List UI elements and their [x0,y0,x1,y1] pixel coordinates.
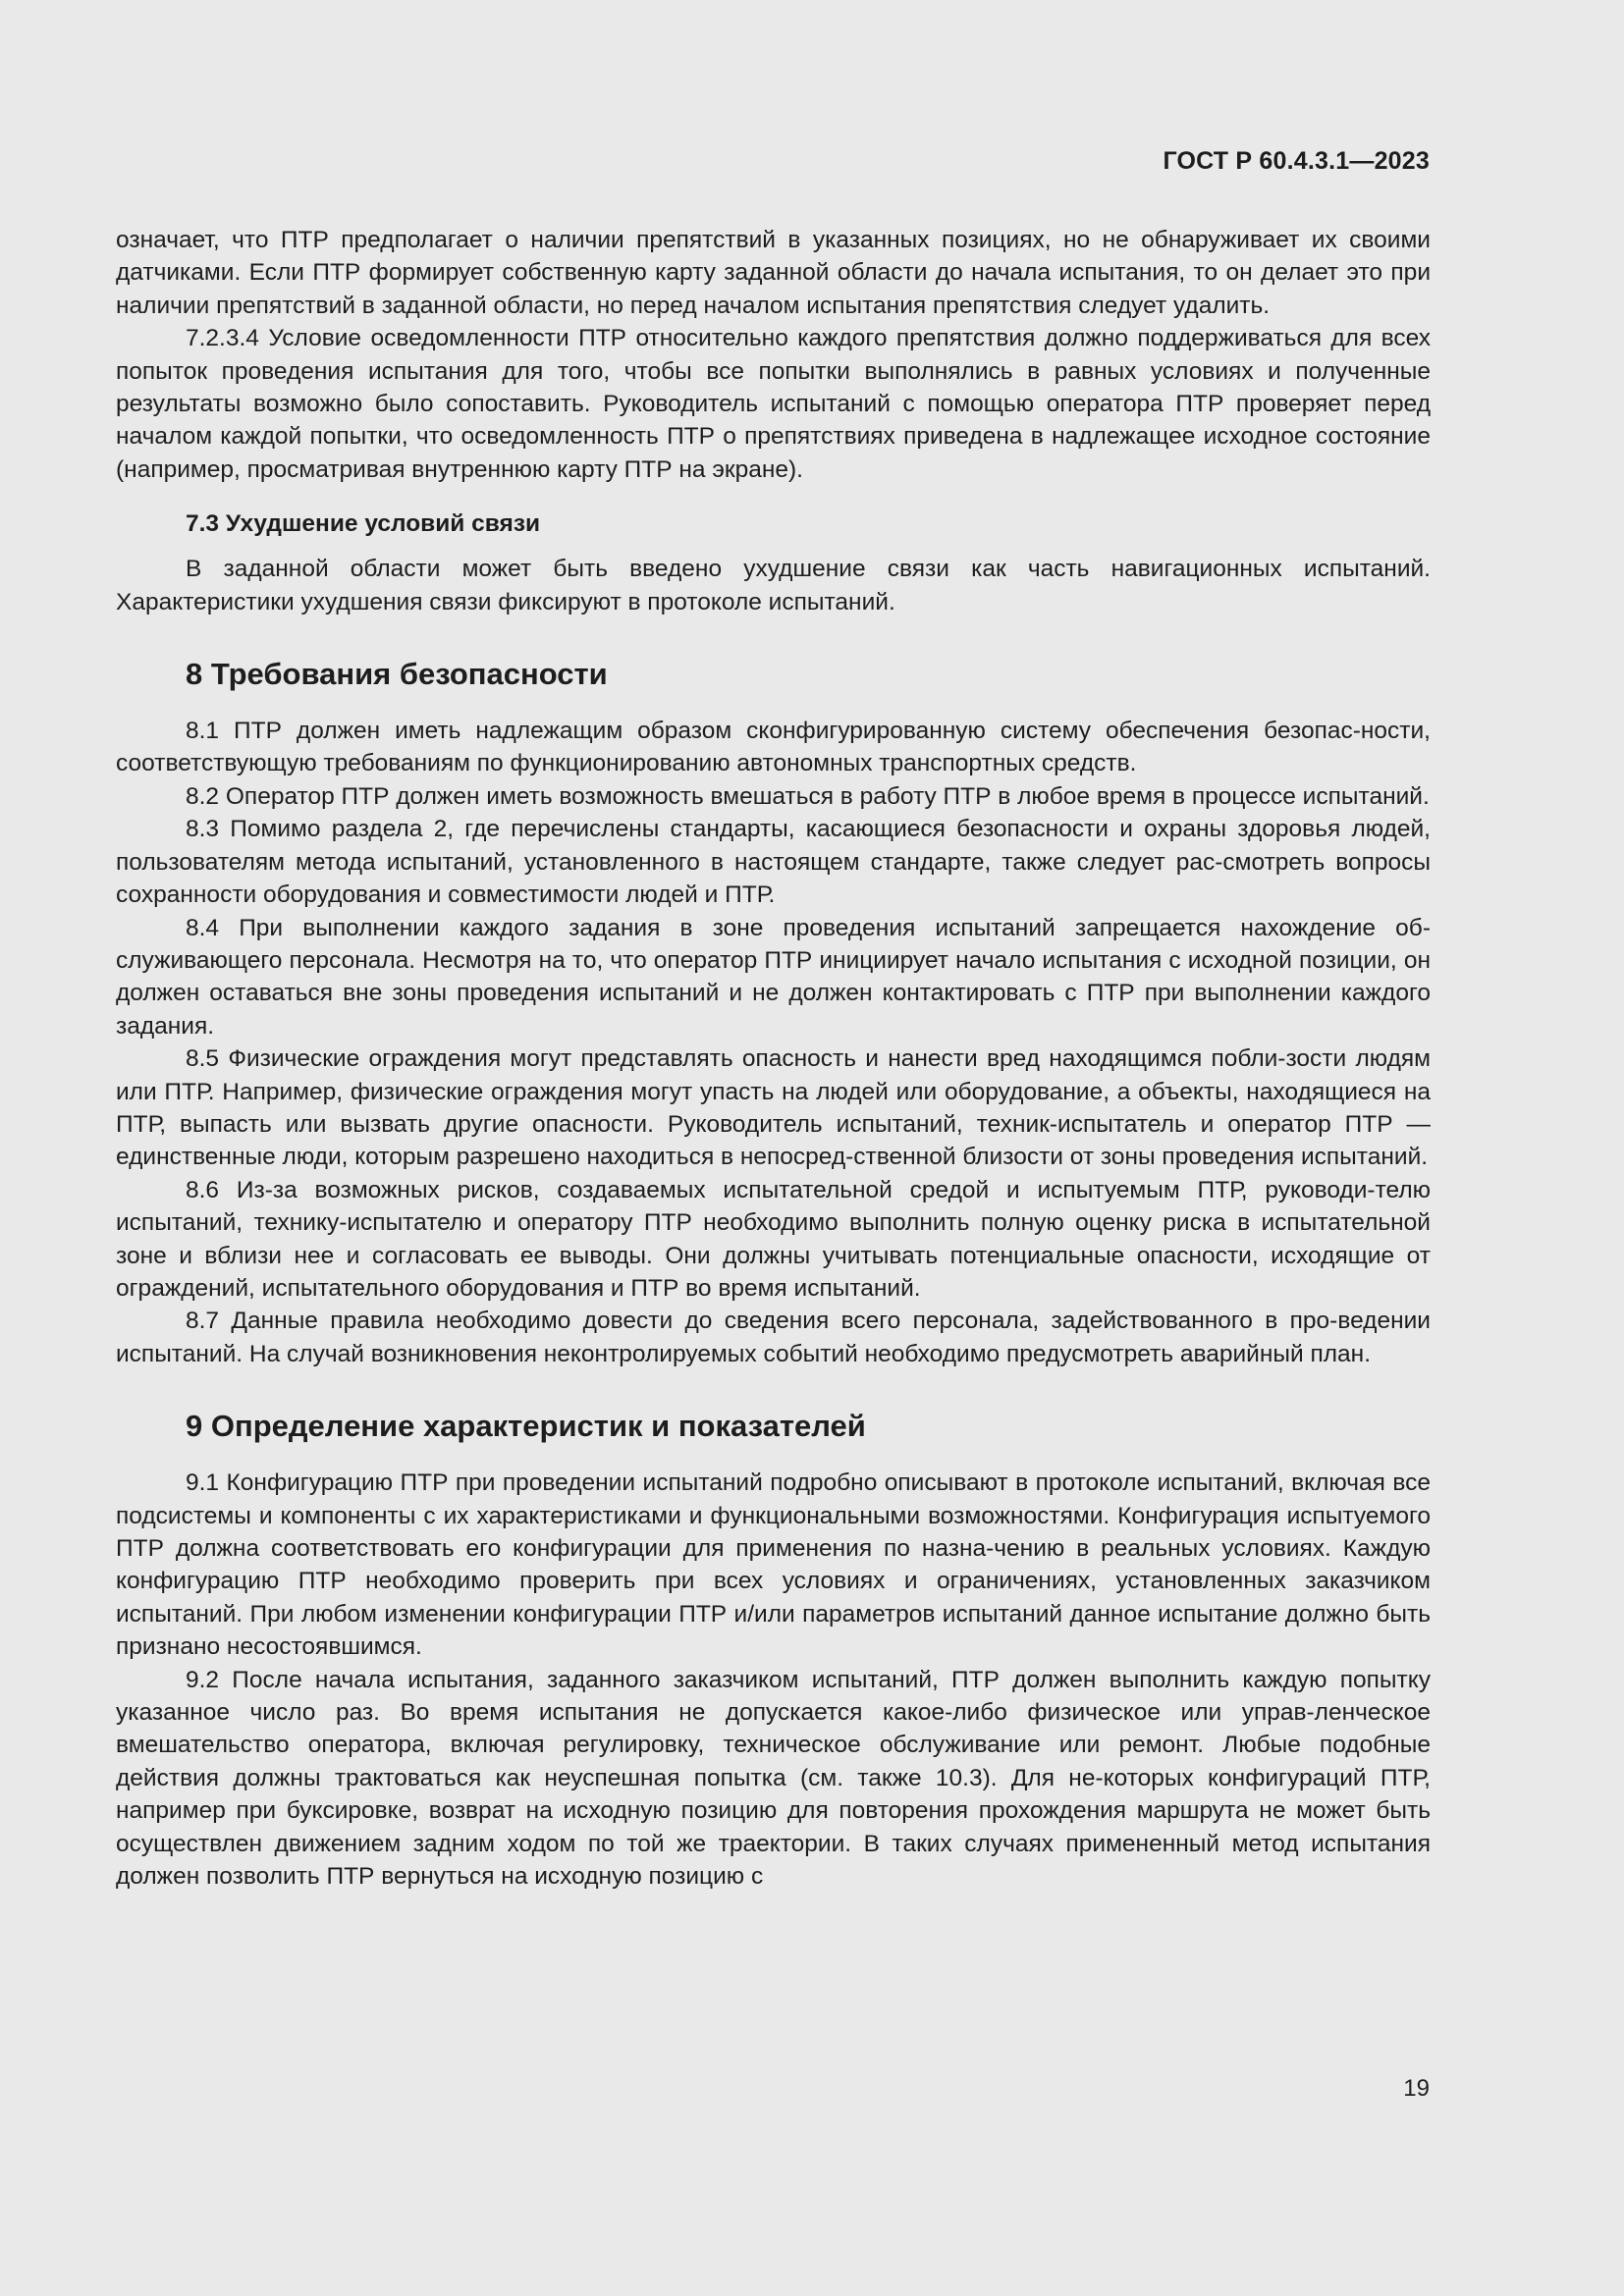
document-code-header: ГОСТ Р 60.4.3.1—2023 [1163,147,1430,175]
paragraph: 8.1 ПТР должен иметь надлежащим образом сконфигурированную систему обеспечения безопас-ности, соответствующую требованиям по функционированию автономных транспортных средств. [116,718,1431,777]
paragraph: 8.3 Помимо раздела 2, где перечислены стандарты, касающиеся безопасности и охраны здоровья людей, пользователям метода испытаний, установленного в настоящем стандарте, также следует рас-смотреть вопросы сохранности оборудования и совместимости людей и ПТР. [116,816,1431,909]
paragraph: 7.2.3.4 Условие осведомленности ПТР относительно каждого препятствия должно поддерживаться для всех попыток проведения испытания для того, чтобы все попытки выполнялись в равных условиях и полученные результаты возможно было сопоставить. Руководитель испытаний с помощью оператора ПТР проверяет перед началом каждой попытки, что осведомленность ПТР о препятствиях приведена в надлежащее исходное состояние (например, просматривая внутреннюю карту ПТР на экране). [116,325,1431,483]
paragraph: 9.2 После начала испытания, заданного заказчиком испытаний, ПТР должен выполнить каждую попытку указанное число раз. Во время испытания не допускается какое-либо физическое или управ-ленческое вмешательство оператора, включая регулировку, техническое обслуживание или ремонт. Любые подобные действия должны трактоваться как неуспешная попытка (см. также 10.3). Для не-которых конфигураций ПТР, например при буксировке, возврат на исходную позицию для повторения прохождения маршрута не может быть осуществлен движением задним ходом по той же траектории. В таких случаях примененный метод испытания должен позволить ПТР вернуться на исходную позицию с [116,1666,1431,1891]
paragraph: 8.4 При выполнении каждого задания в зоне проведения испытаний запрещается нахождение об-служивающего персонала. Несмотря на то, что оператор ПТР инициирует начало испытания с исходной позиции, он должен оставаться вне зоны проведения испытаний и не должен контактировать с ПТР при выполнении каждого задания. [116,914,1431,1040]
paragraph: 8.7 Данные правила необходимо довести до сведения всего персонала, задействованного в про-ведении испытаний. На случай возникновения неконтролируемых событий необходимо предусмотреть аварийный план. [116,1308,1431,1367]
page-number: 19 [1403,2075,1430,2102]
paragraph: 8.6 Из-за возможных рисков, создаваемых испытательной средой и испытуемым ПТР, руководи-телю испытаний, технику-испытателю и оператору ПТР необходимо выполнить полную оценку риска в испытательной зоне и вблизи нее и согласовать ее выводы. Они должны учитывать потенциальные опасности, исходящие от ограждений, испытательного оборудования и ПТР во время испытаний. [116,1176,1431,1302]
paragraph: означает, что ПТР предполагает о наличии препятствий в указанных позициях, но не обнаруживает их своими датчиками. Если ПТР формирует собственную карту заданной области до начала испытания, то он делает это при наличии препятствий в заданной области, но перед началом испытания препятствия следует удалить. [116,227,1431,319]
paragraph: 9.1 Конфигурацию ПТР при проведении испытаний подробно описывают в протоколе испытаний, включая все подсистемы и компоненты с их характеристиками и функциональными возможностями. Конфигурация испытуемого ПТР должна соответствовать его конфигурации для применения по назна-чению в реальных условиях. Каждую конфигурацию ПТР необходимо проверить при всех условиях и ограничениях, установленных заказчиком испытаний. При любом изменении конфигурации ПТР и/или параметров испытаний данное испытание должно быть признано несостоявшимся. [116,1469,1431,1661]
paragraph: 8.5 Физические ограждения могут представлять опасность и нанести вред находящимся побли-зости людям или ПТР. Например, физические ограждения могут упасть на людей или оборудование, а объекты, находящиеся на ПТР, выпасть или вызвать другие опасности. Руководитель испытаний, техник-испытатель и оператор ПТР — единственные люди, которым разрешено находиться в непосред-ственной близости от зоны проведения испытаний. [116,1045,1431,1171]
paragraph: 8.2 Оператор ПТР должен иметь возможность вмешаться в работу ПТР в любое время в процессе испытаний. [186,782,1430,810]
subsection-heading: 7.3 Ухудшение условий связи [186,510,541,538]
page-body [116,224,1431,1893]
section-heading: 8 Требования безопасности [186,657,608,692]
paragraph: В заданной области может быть введено ухудшение связи как часть навигационных испытаний. Характеристики ухудшения связи фиксируют в протоколе испытаний. [116,556,1431,615]
section-heading: 9 Определение характеристик и показателей [186,1409,866,1444]
